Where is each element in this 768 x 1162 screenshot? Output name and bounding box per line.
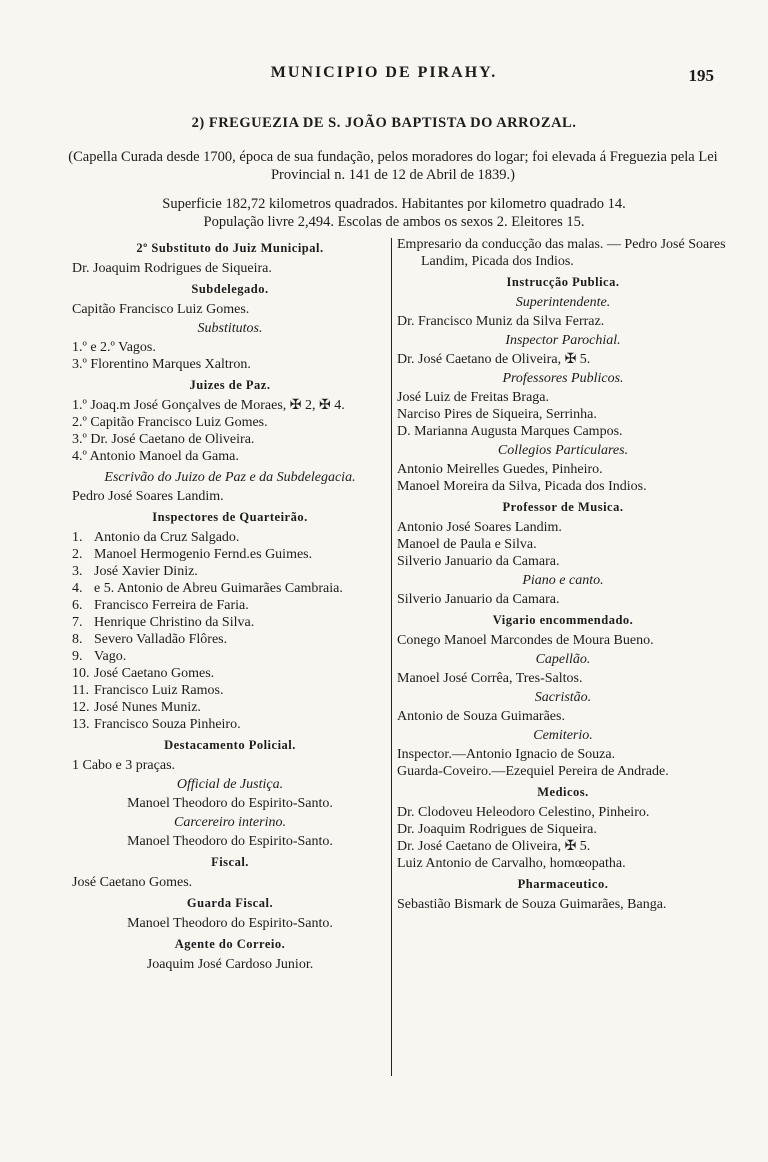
official-heading: Official de Justiça. — [176, 777, 284, 792]
inspector-name: e 5. Antonio de Abreu Guimarães Cambraia. — [94, 581, 343, 596]
instruccao-heading: Instrucção Publica. — [506, 275, 620, 289]
vigario-name: Conego Manoel Marcondes de Moura Bueno. — [397, 633, 654, 648]
section-intro: (Capella Curada desde 1700, época de sua fundação, pelos moradores do logar; foi elevada á Freguezia pela Lei Provincial n. 141 de 12 de Abril de 1839.) — [68, 149, 718, 183]
fiscal-name: José Caetano Gomes. — [72, 875, 193, 890]
inspector-name: Dr. José Caetano de Oliveira, ✠ 5. — [397, 352, 591, 367]
medico-line: Luiz Antonio de Carvalho, homœopatha. — [397, 856, 626, 871]
inspector-name: José Xavier Diniz. — [94, 564, 198, 579]
empresario-text: Empresario da conducção das malas. — Pedro José Soares Landim, Picada dos Indios. — [397, 237, 726, 269]
stats-line-2: População livre 2,494. Escolas de ambos os sexos 2. Eleitores 15. — [203, 214, 585, 230]
inspector-row — [72, 580, 388, 597]
juizes-heading: Juizes de Paz. — [189, 378, 271, 392]
inspector-number: 7. — [72, 615, 83, 630]
inspector-heading: Inspector Parochial. — [505, 333, 621, 348]
guarda-heading: Guarda Fiscal. — [186, 896, 274, 910]
page-number: 195 — [688, 66, 714, 85]
medicos-heading: Medicos. — [537, 785, 589, 799]
sub-juiz-name: Dr. Joaquim Rodrigues de Siqueira. — [72, 261, 272, 276]
section-stats — [66, 195, 722, 231]
escrivao-name: Pedro José Soares Landim. — [72, 489, 224, 504]
running-head: MUNICIPIO DE PIRAHY. — [270, 64, 498, 81]
medico-line: Dr. Joaquim Rodrigues de Siqueira. — [397, 822, 597, 837]
fiscal-heading: Fiscal. — [211, 855, 249, 869]
inspector-number: 4. — [72, 581, 83, 596]
inspector-row — [72, 648, 388, 665]
inspector-row — [72, 597, 388, 614]
section-title: 2) FREGUEZIA DE S. JOÃO BAPTISTA DO ARROZAL. — [191, 115, 577, 131]
inspector-number: 13. — [72, 717, 90, 732]
superintendente-name: Dr. Francisco Muniz da Silva Ferraz. — [397, 314, 605, 329]
destacamento-heading: Destacamento Policial. — [164, 738, 296, 752]
inspector-name: Henrique Christino da Silva. — [94, 615, 255, 630]
agente-name: Joaquim José Cardoso Junior. — [146, 957, 314, 972]
musica-line: Antonio José Soares Landim. — [397, 520, 562, 535]
juiz-line: 1.º Joaq.m José Gonçalves de Moraes, ✠ 2, ✠ 4. — [72, 398, 345, 413]
inspector-number: 9. — [72, 649, 83, 664]
substituto-line: 1.º e 2.º Vagos. — [72, 340, 156, 355]
column-divider — [391, 238, 392, 1076]
inspector-row — [72, 682, 388, 699]
inspector-name: José Caetano Gomes. — [94, 666, 215, 681]
sub-juiz-heading: 2º Substituto do Juiz Municipal. — [136, 241, 324, 255]
inspector-name: Francisco Souza Pinheiro. — [94, 717, 241, 732]
inspector-row — [72, 631, 388, 648]
inspector-row — [72, 529, 388, 546]
inspector-row — [72, 716, 388, 733]
guarda-name: Manoel Theodoro do Espirito-Santo. — [127, 916, 333, 931]
inspector-number: 2. — [72, 547, 83, 562]
cemiterio-inspector: Inspector.—Antonio Ignacio de Souza. — [397, 747, 616, 762]
musica-line: Manoel de Paula e Silva. — [397, 537, 537, 552]
professores-heading: Professores Publicos. — [502, 371, 624, 386]
inspector-row — [72, 563, 388, 580]
subdelegado-name: Capitão Francisco Luiz Gomes. — [72, 302, 250, 317]
medico-line: Dr. Clodoveu Heleodoro Celestino, Pinheiro. — [397, 805, 650, 820]
juiz-line: 3.º Dr. José Caetano de Oliveira. — [72, 432, 255, 447]
cemiterio-heading: Cemiterio. — [533, 728, 593, 743]
sacristao-heading: Sacristão. — [534, 690, 592, 705]
inspector-name: Francisco Ferreira de Faria. — [94, 598, 249, 613]
inspector-name: Antonio da Cruz Salgado. — [94, 530, 240, 545]
superintendente-heading: Superintendente. — [515, 295, 611, 310]
inspector-number: 12. — [72, 700, 90, 715]
inspector-row — [72, 614, 388, 631]
destacamento-text: 1 Cabo e 3 praças. — [72, 758, 176, 773]
inspector-name: Severo Valladão Flôres. — [94, 632, 228, 647]
inspector-name: Vago. — [94, 649, 127, 664]
musica-line: Silverio Januario da Camara. — [397, 554, 560, 569]
inspector-name: José Nunes Muniz. — [94, 700, 201, 715]
inspector-number: 1. — [72, 530, 83, 545]
collegio-line: Manoel Moreira da Silva, Picada dos Indios. — [397, 479, 647, 494]
agente-heading: Agente do Correio. — [174, 937, 286, 951]
escrivao-heading: Escrivão do Juizo de Paz e da Subdelegacia. — [104, 470, 356, 485]
professor-line: José Luiz de Freitas Braga. — [397, 390, 550, 405]
inspector-row — [72, 665, 388, 682]
pharmaceutico-heading: Pharmaceutico. — [517, 877, 609, 891]
inspectores-list — [72, 529, 388, 733]
capellao-name: Manoel José Corrêa, Tres-Saltos. — [397, 671, 583, 686]
subdelegado-heading: Subdelegado. — [191, 282, 269, 296]
inspector-name: Francisco Luiz Ramos. — [94, 683, 224, 698]
inspector-number: 8. — [72, 632, 83, 647]
official-name: Manoel Theodoro do Espirito-Santo. — [127, 796, 333, 811]
pharmaceutico-name: Sebastião Bismark de Souza Guimarães, Banga. — [397, 897, 667, 912]
medico-line: Dr. José Caetano de Oliveira, ✠ 5. — [397, 839, 591, 854]
vigario-heading: Vigario encommendado. — [492, 613, 634, 627]
substitutos-heading: Substitutos. — [197, 321, 263, 336]
inspector-row — [72, 699, 388, 716]
collegio-line: Antonio Meirelles Guedes, Pinheiro. — [397, 462, 603, 477]
piano-heading: Piano e canto. — [522, 573, 604, 588]
cemiterio-guarda: Guarda-Coveiro.—Ezequiel Pereira de Andrade. — [397, 764, 669, 779]
inspector-name: Manoel Hermogenio Fernd.es Guimes. — [94, 547, 313, 562]
inspector-row — [72, 546, 388, 563]
piano-name: Silverio Januario da Camara. — [397, 592, 560, 607]
sacristao-name: Antonio de Souza Guimarães. — [397, 709, 565, 724]
collegios-heading: Collegios Particulares. — [497, 443, 629, 458]
stats-line-1: Superficie 182,72 kilometros quadrados. Habitantes por kilometro quadrado 14. — [162, 196, 626, 212]
juiz-line: 4.º Antonio Manoel da Gama. — [72, 449, 239, 464]
inspector-number: 3. — [72, 564, 83, 579]
right-column — [397, 236, 729, 913]
professor-line: Narciso Pires de Siqueira, Serrinha. — [397, 407, 597, 422]
inspector-number: 10. — [72, 666, 90, 681]
inspectores-heading: Inspectores de Quarteirão. — [152, 510, 308, 524]
musica-heading: Professor de Musica. — [502, 500, 624, 514]
capellao-heading: Capellão. — [535, 652, 591, 667]
professor-line: D. Marianna Augusta Marques Campos. — [397, 424, 623, 439]
inspector-number: 11. — [72, 683, 89, 698]
carcereiro-heading: Carcereiro interino. — [174, 815, 286, 830]
left-column — [72, 236, 388, 973]
juiz-line: 2.º Capitão Francisco Luiz Gomes. — [72, 415, 268, 430]
inspector-number: 6. — [72, 598, 83, 613]
substituto-line: 3.º Florentino Marques Xaltron. — [72, 357, 251, 372]
carcereiro-name: Manoel Theodoro do Espirito-Santo. — [127, 834, 333, 849]
